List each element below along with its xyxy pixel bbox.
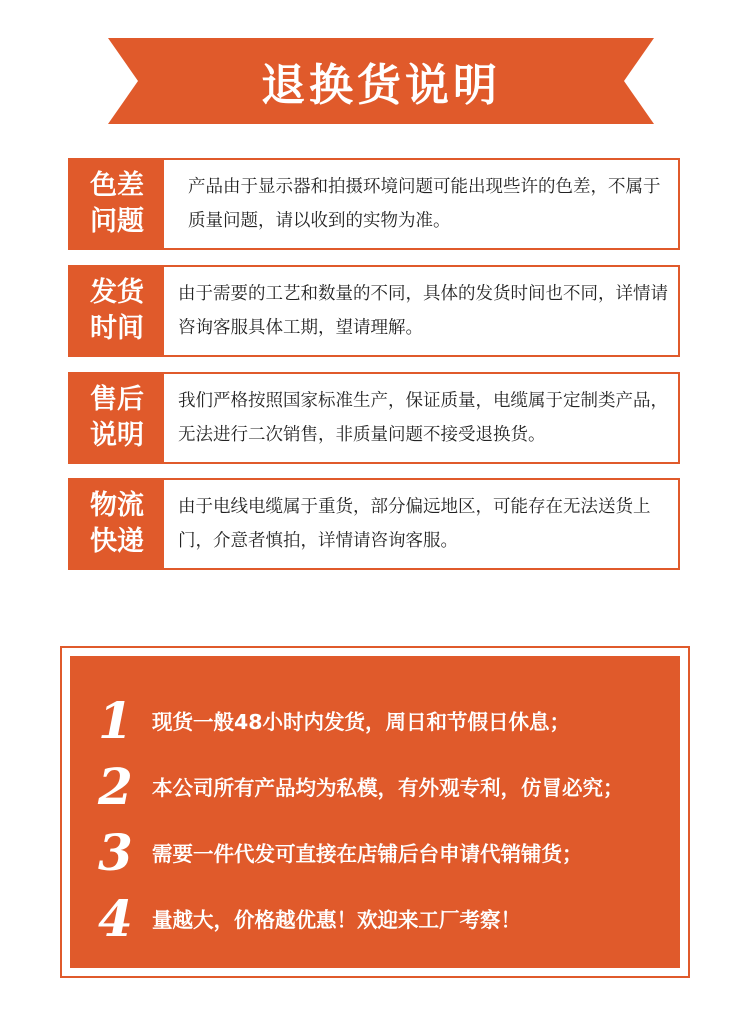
notice-panel	[70, 656, 680, 968]
notice-text: 本公司所有产品均为私模，有外观专利，仿冒必究；	[152, 776, 624, 800]
notice-item	[98, 690, 570, 750]
page-title: 退换货说明	[261, 60, 501, 111]
info-label: 色差 问题	[70, 160, 164, 248]
info-row-color-difference	[68, 158, 680, 250]
info-text: 由于电线电缆属于重货，部分偏远地区，可能存在无法送货上门，介意者慎拍，详情请咨询客服。	[178, 497, 651, 551]
title-banner	[108, 38, 654, 124]
notice-number: 3	[98, 822, 133, 882]
notice-item	[98, 756, 624, 816]
notice-item	[98, 822, 583, 882]
info-label: 发货 时间	[70, 267, 164, 355]
notice-item	[98, 888, 521, 948]
notice-number: 1	[98, 690, 133, 750]
info-label: 物流 快递	[70, 480, 164, 568]
info-row-shipping-time	[68, 265, 680, 357]
notice-text: 需要一件代发可直接在店铺后台申请代销铺货；	[152, 842, 583, 866]
notice-number: 2	[98, 756, 133, 816]
info-text: 产品由于显示器和拍摄环境问题可能出现些许的色差，不属于质量问题，请以收到的实物为准。	[188, 177, 661, 231]
info-text: 我们严格按照国家标准生产，保证质量，电缆属于定制类产品，无法进行二次销售，非质量问题不接受退换货。	[178, 391, 668, 445]
notice-text: 现货一般48小时内发货，周日和节假日休息；	[152, 710, 571, 734]
notice-text: 量越大，价格越优惠！欢迎来工厂考察！	[152, 908, 521, 932]
notice-number: 4	[98, 888, 133, 948]
info-text: 由于需要的工艺和数量的不同，具体的发货时间也不同，详情请咨询客服具体工期，望请理解。	[178, 284, 668, 338]
info-row-logistics	[68, 478, 680, 570]
info-row-after-sales	[68, 372, 680, 464]
info-label: 售后 说明	[70, 374, 164, 462]
notice-box	[60, 646, 690, 978]
